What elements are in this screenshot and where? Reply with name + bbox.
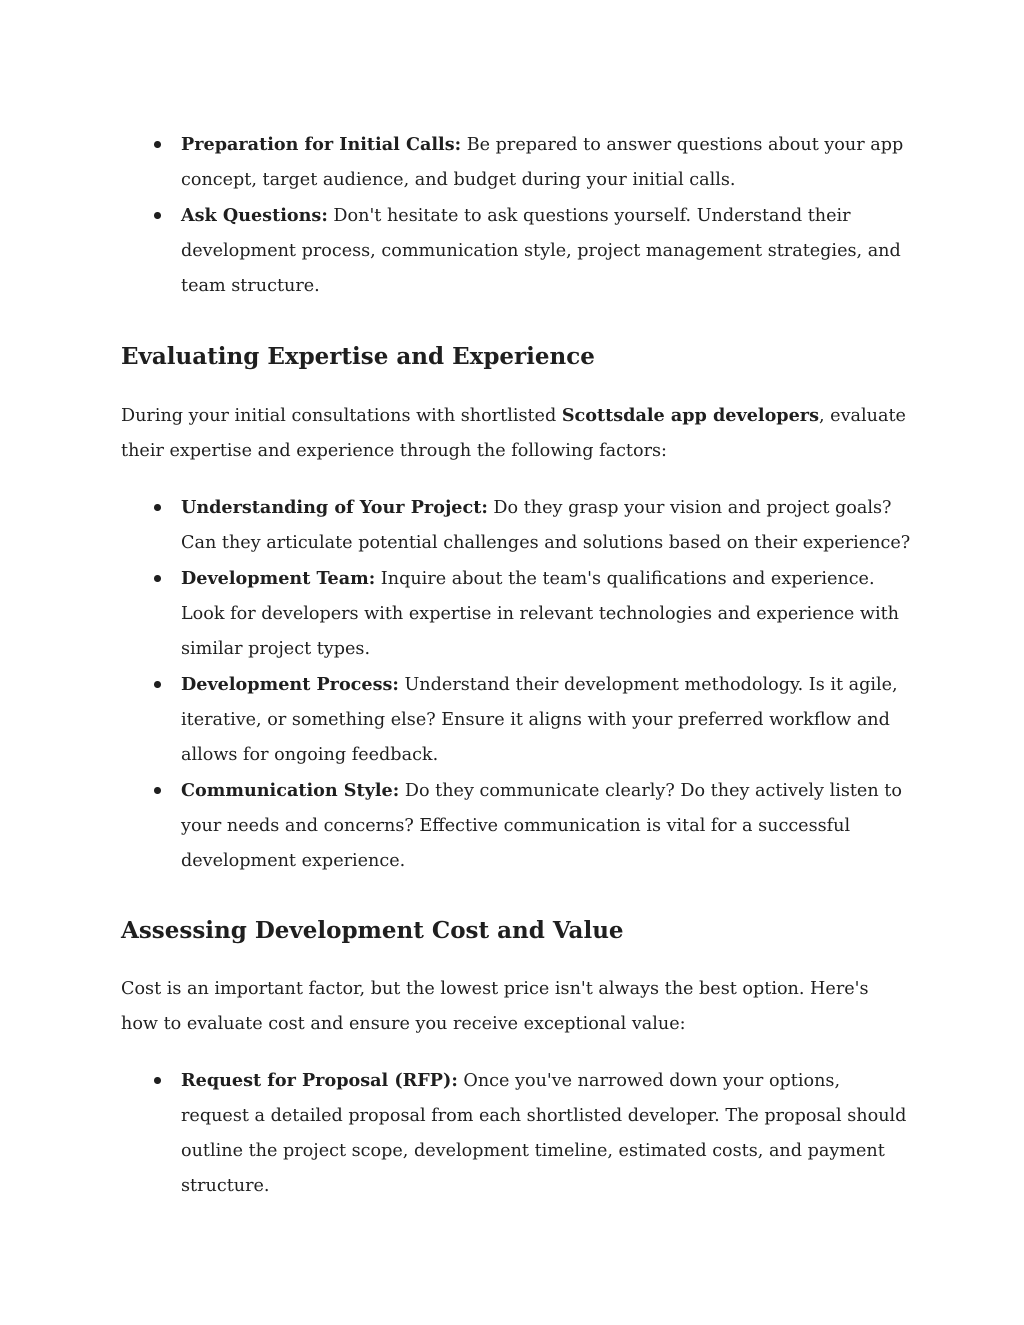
list-item-text: Once you've narrowed down your options, request a detailed proposal from each shortlisted developer. The proposal should outline the project scope, development timeline, estimated costs, and payment structure. — [181, 1071, 907, 1196]
list-item-text: Understand their development methodology. Is it agile, iterative, or something else? Ensure it aligns with your preferred workflow and allows for ongoing feedback. — [181, 675, 898, 765]
list-item-label: Development Process: — [181, 674, 399, 695]
list-item-text: Be prepared to answer questions about your app concept, target audience, and budget during your initial calls. — [181, 135, 904, 190]
list-item-text: Inquire about the team's qualifications and experience. Look for developers with expertise in relevant technologies and experience with similar project types. — [181, 569, 899, 659]
intro-text-bold: Scottsdale app developers — [561, 405, 819, 426]
section-heading-cost: Assessing Development Cost and Value — [121, 917, 624, 944]
evaluation-factors-list — [121, 490, 911, 879]
document-page — [121, 127, 911, 1204]
list-item — [121, 490, 911, 561]
list-item — [121, 561, 911, 667]
list-item-label: Communication Style: — [181, 780, 400, 801]
section-intro-evaluating — [121, 398, 911, 469]
intro-text-before: During your initial consultations with shortlisted — [121, 406, 562, 426]
list-item — [121, 198, 911, 304]
list-item-label: Development Team: — [181, 568, 376, 589]
cost-factors-list — [121, 1063, 911, 1204]
list-item — [121, 1063, 911, 1204]
list-item — [121, 667, 911, 773]
list-item-label: Ask Questions: — [181, 205, 328, 226]
list-item-text: Do they grasp your vision and project goals? Can they articulate potential challenges and solutions based on their experience? — [181, 498, 911, 553]
initial-calls-list — [121, 127, 911, 304]
list-item — [121, 773, 911, 879]
list-item-label: Understanding of Your Project: — [181, 497, 488, 518]
section-heading-evaluating: Evaluating Expertise and Experience — [121, 343, 595, 370]
intro-text-after: , evaluate their expertise and experience through the following factors: — [121, 406, 906, 461]
section-intro-cost: Cost is an important factor, but the lowest price isn't always the best option. Here's how to evaluate cost and ensure you receive exceptional value: — [121, 979, 869, 1034]
list-item-label: Request for Proposal (RFP): — [181, 1070, 458, 1091]
list-item — [121, 127, 911, 198]
list-item-text: Do they communicate clearly? Do they actively listen to your needs and concerns? Effective communication is vital for a successful development experience. — [181, 781, 902, 871]
list-item-text: Don't hesitate to ask questions yourself. Understand their development process, communication style, project management strategies, and team structure. — [181, 206, 901, 296]
list-item-label: Preparation for Initial Calls: — [181, 134, 462, 155]
